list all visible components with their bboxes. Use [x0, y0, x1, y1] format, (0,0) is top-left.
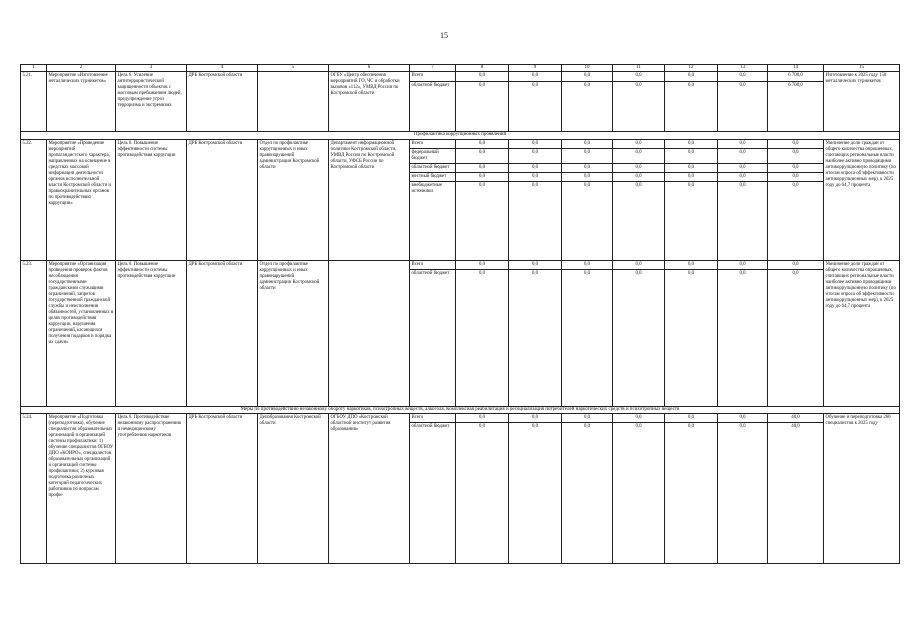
amount-value: 0,0 — [635, 271, 642, 277]
amount-value: 0,0 — [532, 82, 538, 88]
customer-cell: ДРБ Костромской области — [187, 139, 258, 260]
expected-result-cell: Обучение и переподготовка 260 специалистов к 2025 году — [824, 413, 900, 563]
row-number-cell: 5.24. — [21, 413, 47, 563]
amount-value: 0,0 — [768, 261, 823, 270]
amount-value: 0,0 — [584, 82, 590, 88]
amount-value: 0,0 — [635, 82, 642, 88]
executor-cell — [329, 260, 410, 406]
amount-value: 0,0 — [456, 164, 508, 173]
amount-value: 0,0 — [562, 72, 612, 81]
amount-value: 0,0 — [584, 271, 590, 277]
funding-source-label: внебюджетные источники — [411, 183, 443, 195]
funding-source-label: Всего — [410, 72, 455, 81]
amount-value: 0,0 — [792, 271, 799, 277]
amount-value: 0,0 — [665, 414, 717, 423]
amount-value: 0,0 — [688, 183, 694, 189]
funding-source-label: областной бюджет — [411, 271, 450, 277]
funding-source-cell — [410, 260, 456, 406]
amount-value: 0,0 — [584, 424, 590, 430]
column-number-cell: 15 — [824, 65, 900, 72]
column-number-cell: 3 — [116, 65, 187, 72]
column-number-cell: 6 — [329, 65, 410, 72]
customer-cell: ДРБ Костромской области — [187, 72, 258, 132]
amount-value: 0,0 — [768, 173, 823, 182]
funding-source-label: федеральный бюджет — [410, 149, 455, 164]
amount-value: 0,0 — [613, 414, 664, 423]
funding-source-cell — [410, 72, 456, 132]
amount-cell — [718, 413, 768, 563]
amount-value: 0,0 — [768, 140, 823, 149]
amount-value: 0,0 — [768, 164, 823, 173]
amount-value: 0,0 — [509, 261, 561, 270]
amount-cell — [509, 72, 562, 132]
co-executor-cell — [258, 72, 329, 132]
program-table — [20, 64, 900, 564]
amount-value: 0,0 — [613, 140, 664, 149]
funding-source-cell — [410, 413, 456, 563]
funding-source-cell — [410, 139, 456, 260]
expected-result-cell: Изготовление к 2025 году 150 металлических турникетов — [824, 72, 900, 132]
amount-value: 0,0 — [509, 164, 561, 173]
amount-cell — [509, 139, 562, 260]
amount-value: 0,0 — [509, 149, 561, 164]
amount-value: 0,0 — [613, 72, 664, 81]
column-number-cell: 10 — [562, 65, 613, 72]
amount-value: 0,0 — [739, 183, 746, 189]
column-numbers-row — [21, 65, 900, 72]
amount-value: 0,0 — [635, 424, 642, 430]
amount-value: 0,0 — [635, 183, 642, 189]
amount-value: 0,0 — [509, 414, 561, 423]
amount-value: 0,0 — [456, 149, 508, 164]
activity-name-cell: Мероприятие «Подготовка (переподготовка), обучение специалистов образовательных организаций и организаций системы профилактики: 1) обучение специалистов ОГБОУ ДПО «КОИРО», специалистов образовательных организаций и организаций системы профилактики; 2) курсовая подготовка различных категорий педагогических работников по вопросам профи- — [47, 413, 116, 563]
goal-cell: Цель 6. Усиление антитеррористической защищенности объектов с массовым пребыванием людей, предупреждение угроз терроризма и экстремизма — [116, 72, 187, 132]
column-number-cell: 11 — [613, 65, 665, 72]
amount-value: 0,0 — [688, 424, 694, 430]
funding-source-label: областной бюджет — [411, 82, 450, 88]
column-number-cell: 5 — [258, 65, 329, 72]
table-row — [21, 139, 900, 260]
column-number-cell: 14 — [768, 65, 824, 72]
amount-cell — [613, 139, 665, 260]
section-title: Меры по противодействию незаконному обороту наркотиков, психотропных веществ, алкоголя. Комплексная реабилитация и ресоциализация потребителей наркотических средств и психотропных веществ — [21, 406, 900, 413]
amount-value: 0,0 — [479, 424, 485, 430]
amount-value: 0,0 — [665, 173, 717, 182]
amount-value: 0,0 — [718, 149, 767, 164]
amount-cell — [768, 413, 824, 563]
amount-cell — [665, 260, 718, 406]
amount-value: 0,0 — [718, 72, 767, 81]
amount-cell — [562, 413, 613, 563]
row-number-cell: 5.23. — [21, 260, 47, 406]
amount-value: 0,0 — [562, 261, 612, 270]
amount-cell — [718, 139, 768, 260]
amount-value: 0,0 — [688, 82, 694, 88]
funding-source-label: Всего — [410, 261, 455, 270]
amount-cell — [456, 72, 509, 132]
amount-value: 0,0 — [665, 149, 717, 164]
funding-source-label: областной бюджет — [411, 424, 450, 430]
amount-value: 0,0 — [479, 82, 485, 88]
amount-cell — [562, 139, 613, 260]
amount-value: 0,0 — [456, 140, 508, 149]
section-title: Профилактика коррупционных проявлений — [21, 132, 900, 139]
section-row — [21, 132, 900, 139]
amount-value: 0,0 — [509, 72, 561, 81]
amount-value: 0,0 — [532, 424, 538, 430]
amount-value: 0,0 — [665, 164, 717, 173]
column-number-cell: 4 — [187, 65, 258, 72]
page-number: 15 — [440, 31, 448, 40]
amount-value: 0,0 — [456, 261, 508, 270]
amount-value: 0,0 — [792, 183, 799, 189]
amount-value: 0,0 — [509, 173, 561, 182]
goal-cell: Цель 6. Повышение эффективности системы противодействия коррупции — [116, 139, 187, 260]
executor-cell: Департамент информационной политики Костромской области, УМВД России по Костромской области, УФСБ России по Костромской области — [329, 139, 410, 260]
amount-value: 0,0 — [768, 149, 823, 164]
amount-value: 0,0 — [718, 164, 767, 173]
amount-value: 0,0 — [718, 140, 767, 149]
funding-source-label: Всего — [410, 414, 455, 423]
funding-source-label: местный бюджет — [410, 173, 455, 182]
amount-cell — [509, 413, 562, 563]
executor-cell: ОГБУ «Центр обеспечения мероприятий ГО, ЧС и обработки вызовов «112», УМВД России по Костромской области — [329, 72, 410, 132]
customer-cell: ДРБ Костромской области — [187, 413, 258, 563]
executor-cell: ОГБОУ ДПО «Костромской областной институт развития образования» — [329, 413, 410, 563]
amount-cell — [562, 260, 613, 406]
table-row — [21, 260, 900, 406]
table-row — [21, 72, 900, 132]
amount-cell — [509, 260, 562, 406]
amount-value: 0,0 — [613, 164, 664, 173]
amount-value: 0,0 — [613, 173, 664, 182]
amount-cell — [718, 72, 768, 132]
column-number-cell: 7 — [410, 65, 456, 72]
amount-cell — [456, 413, 509, 563]
co-executor-cell: Депобразования Костромской области — [258, 413, 329, 563]
amount-value: 40,0 — [768, 414, 823, 423]
section-row — [21, 406, 900, 413]
funding-source-label: областной бюджет — [410, 164, 455, 173]
table-row — [21, 413, 900, 563]
column-number-cell: 9 — [509, 65, 562, 72]
amount-value: 0,0 — [562, 164, 612, 173]
amount-cell — [768, 260, 824, 406]
amount-value: 0,0 — [584, 183, 590, 189]
activity-name-cell: Мероприятие «Изготовление металлических турникетов» — [47, 72, 116, 132]
amount-value: 0,0 — [562, 414, 612, 423]
amount-cell — [613, 260, 665, 406]
amount-value: 0,0 — [718, 173, 767, 182]
amount-value: 0,0 — [479, 183, 485, 189]
amount-value: 6 700,0 — [768, 72, 823, 81]
row-number-cell: 5.21. — [21, 72, 47, 132]
goal-cell: Цель 6. Противодействие незаконному распространению и немедицинскому употреблению наркотиков — [116, 413, 187, 563]
activity-name-cell: Мероприятие «Организация проведения проверок фактов несоблюдения государственными гражданскими служащими ограничений, запретов государственной гражданской службы и неисполнения обязанностей, установленных в целях противодействия коррупции, нарушения ограничений, касающихся получения подарков и порядка их сдачи» — [47, 260, 116, 406]
amount-value: 0,0 — [456, 414, 508, 423]
amount-value: 0,0 — [456, 72, 508, 81]
co-executor-cell: Отдел по профилактике коррупционных и иных правонарушений администрации Костромской области — [258, 260, 329, 406]
amount-cell — [665, 139, 718, 260]
expected-result-cell: Увеличение доли граждан от общего количества опрошенных, считающих региональные власти наиболее активно проводящими антикоррупционную политику (по итогам опроса об эффективности антикоррупционных мер), к 2025 году до 64,7 процента — [824, 260, 900, 406]
column-number-cell: 1 — [21, 65, 47, 72]
amount-value: 0,0 — [562, 149, 612, 164]
amount-cell — [456, 139, 509, 260]
amount-value: 0,0 — [739, 82, 746, 88]
amount-value: 0,0 — [562, 140, 612, 149]
amount-value: 0,0 — [665, 261, 717, 270]
row-number-cell: 5.22. — [21, 139, 47, 260]
amount-value: 0,0 — [718, 261, 767, 270]
amount-cell — [768, 72, 824, 132]
column-number-cell: 12 — [665, 65, 718, 72]
amount-value: 0,0 — [509, 140, 561, 149]
amount-value: 0,0 — [532, 271, 538, 277]
amount-value: 0,0 — [739, 271, 746, 277]
amount-value: 0,0 — [479, 271, 485, 277]
amount-value: 0,0 — [739, 424, 746, 430]
column-number-cell: 8 — [456, 65, 509, 72]
amount-cell — [562, 72, 613, 132]
amount-cell — [613, 413, 665, 563]
column-number-cell: 2 — [47, 65, 116, 72]
amount-value: 0,0 — [456, 173, 508, 182]
amount-value: 0,0 — [562, 173, 612, 182]
amount-value: 0,0 — [665, 72, 717, 81]
amount-cell — [718, 260, 768, 406]
amount-value: 0,0 — [613, 149, 664, 164]
amount-value: 0,0 — [532, 183, 538, 189]
expected-result-cell: Увеличение доли граждан от общего количества опрошенных, считающих региональные власти наиболее активно проводящими антикоррупционную политику (по итогам опроса об эффективности антикоррупционных мер), к 2025 году до 64,7 процента — [824, 139, 900, 260]
funding-source-label: Всего — [410, 140, 455, 149]
amount-cell — [768, 139, 824, 260]
amount-value: 0,0 — [665, 140, 717, 149]
amount-value: 0,0 — [688, 271, 694, 277]
amount-cell — [665, 413, 718, 563]
amount-cell — [456, 260, 509, 406]
amount-value: 0,0 — [613, 261, 664, 270]
amount-value: 40,0 — [791, 424, 800, 430]
goal-cell: Цель 6. Повышение эффективности системы противодействия коррупции — [116, 260, 187, 406]
amount-value: 0,0 — [718, 414, 767, 423]
amount-cell — [613, 72, 665, 132]
customer-cell: ДРБ Костромской области — [187, 260, 258, 406]
column-number-cell: 13 — [718, 65, 768, 72]
activity-name-cell: Мероприятие «Проведение мероприятий пропагандистского характера, направленных на освещение в средствах массовой информации деятельности органов исполнительной власти Костромской области и правоохранительных органов по противодействию коррупции» — [47, 139, 116, 260]
amount-value: 6 700,0 — [788, 82, 803, 88]
co-executor-cell: Отдел по профилактике коррупционных и иных правонарушений администрации Костромской области — [258, 139, 329, 260]
amount-cell — [665, 72, 718, 132]
